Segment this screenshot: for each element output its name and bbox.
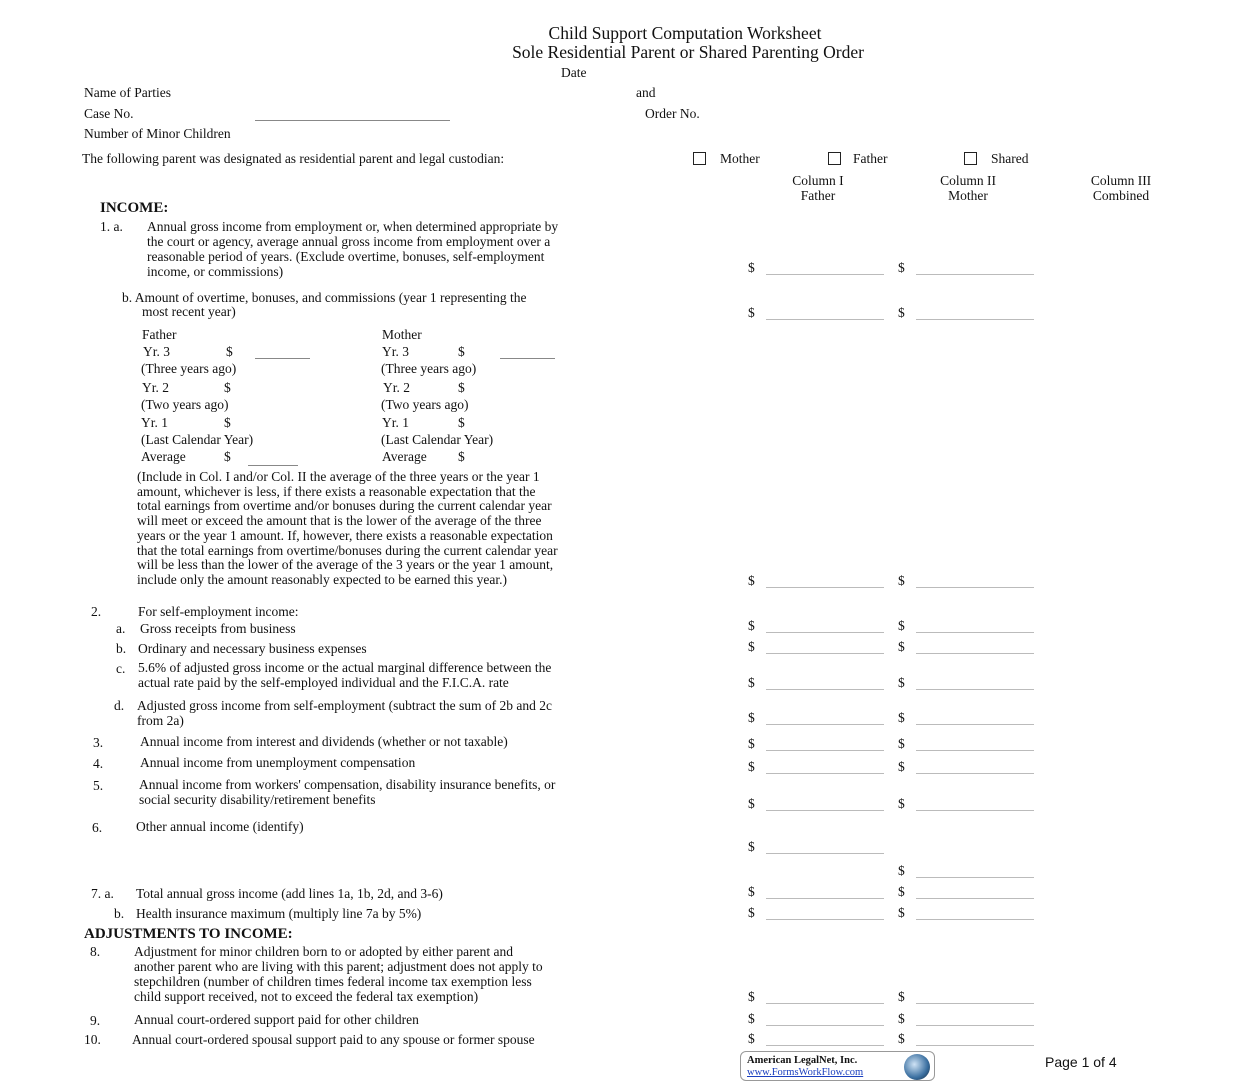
dollar-sign: $ [898, 573, 905, 588]
father-amount-field[interactable] [766, 653, 884, 654]
mother-amount-field[interactable] [916, 1025, 1034, 1026]
dollar-sign: $ [458, 380, 465, 395]
mother-label: Mother [382, 327, 422, 342]
dollar-sign: $ [898, 1011, 905, 1026]
father-amount-field[interactable] [766, 724, 884, 725]
dollar-sign: $ [748, 759, 755, 774]
page-title: Child Support Computation Worksheet [548, 23, 822, 43]
father-checkbox[interactable] [828, 152, 841, 165]
dollar-sign: $ [748, 736, 755, 751]
dollar-sign: $ [226, 344, 233, 359]
line-number: 3. [93, 735, 104, 750]
father-amount-field[interactable] [766, 853, 884, 854]
line-10-text: Annual court-ordered spousal support paid to any spouse or former spouse [132, 1032, 535, 1047]
mother-amount-field[interactable] [916, 773, 1034, 774]
yr2-label: Yr. 2 [142, 380, 169, 395]
dollar-sign: $ [748, 260, 755, 275]
yr1-note: (Last Calendar Year) [381, 432, 494, 447]
dollar-sign: $ [748, 796, 755, 811]
dollar-sign: $ [898, 675, 905, 690]
american-legalnet-logo[interactable] [740, 1051, 935, 1081]
logo-name: American LegalNet, Inc. [747, 1055, 858, 1066]
yr2-note: (Two years ago) [141, 397, 229, 412]
yr1-label: Yr. 1 [382, 415, 409, 430]
column-sub: Father [800, 188, 836, 203]
dollar-sign: $ [458, 344, 465, 359]
column-label: Column II [940, 173, 996, 188]
dollar-sign: $ [898, 989, 905, 1004]
yr3-label: Yr. 3 [382, 344, 409, 359]
average-label: Average [382, 449, 427, 464]
column-label: Column I [792, 173, 844, 188]
column-3-header [1091, 173, 1151, 203]
dollar-sign: $ [748, 710, 755, 725]
line-number: 4. [93, 756, 104, 771]
line-3-text: Annual income from interest and dividends (whether or not taxable) [140, 734, 508, 749]
line-number: 8. [90, 944, 101, 959]
dollar-sign: $ [748, 675, 755, 690]
father-amount-field[interactable] [766, 319, 884, 320]
dollar-sign: $ [898, 796, 905, 811]
line-number: b. [114, 906, 125, 921]
dollar-sign: $ [748, 905, 755, 920]
globe-icon [904, 1054, 930, 1080]
father-amount-field[interactable] [766, 1025, 884, 1026]
adjustments-heading: ADJUSTMENTS TO INCOME: [84, 926, 293, 942]
mother-amount-field[interactable] [916, 653, 1034, 654]
dollar-sign: $ [224, 449, 231, 464]
shared-checkbox[interactable] [964, 152, 977, 165]
line-6-text: Other annual income (identify) [136, 819, 304, 834]
line-number: c. [116, 661, 126, 676]
dollar-sign: $ [224, 415, 231, 430]
line-number: 7. a. [91, 886, 114, 901]
dollar-sign: $ [898, 305, 905, 320]
line-1b-text: b. Amount of overtime, bonuses, and commissions (year 1 representing the [122, 290, 527, 305]
line-2-text: For self-employment income: [138, 604, 299, 619]
line-1a-text: Annual gross income from employment or, when determined appropriate by the court or agency, average annual gross income from employment over a reasonable period of years. (Exclude overtime, bonuses, self-employment income, or commissions) [147, 219, 559, 279]
mother-amount-field[interactable] [916, 750, 1034, 751]
line-1b-text-2: most recent year) [142, 304, 236, 319]
line-number: d. [114, 698, 125, 713]
dollar-sign: $ [898, 884, 905, 899]
page-subtitle: Sole Residential Parent or Shared Parenting Order [512, 42, 864, 62]
yr2-label: Yr. 2 [383, 380, 410, 395]
dollar-sign: $ [898, 710, 905, 725]
line-number: 1. a. [100, 219, 123, 234]
mother-checkbox[interactable] [693, 152, 706, 165]
line-number: 10. [84, 1032, 101, 1047]
column-1-header [792, 173, 843, 203]
father-amount-field[interactable] [766, 919, 884, 920]
dollar-sign: $ [748, 573, 755, 588]
yr3-note: (Three years ago) [381, 361, 477, 376]
father-yr3-field[interactable] [255, 358, 310, 359]
mother-amount-field[interactable] [916, 1045, 1034, 1046]
dollar-sign: $ [898, 1031, 905, 1046]
dollar-sign: $ [748, 305, 755, 320]
dollar-sign: $ [748, 618, 755, 633]
page-number: Page 1 of 4 [1045, 1054, 1117, 1070]
dollar-sign: $ [898, 759, 905, 774]
case-label: Case No. [84, 106, 134, 121]
father-option: Father [853, 151, 888, 166]
line-number: b. [116, 641, 127, 656]
children-label: Number of Minor Children [84, 126, 231, 141]
father-amount-field[interactable] [766, 1045, 884, 1046]
dollar-sign: $ [458, 415, 465, 430]
line-7b-text: Health insurance maximum (multiply line 7a by 5%) [136, 906, 422, 921]
father-amount-field[interactable] [766, 773, 884, 774]
line-number: 9. [90, 1013, 101, 1028]
father-label: Father [142, 327, 177, 342]
mother-amount-field[interactable] [916, 689, 1034, 690]
date-label: Date [561, 65, 587, 80]
line-2d-text: Adjusted gross income from self-employment (subtract the sum of 2b and 2c from 2a) [137, 698, 553, 728]
dollar-sign: $ [898, 618, 905, 633]
dollar-sign: $ [748, 1031, 755, 1046]
line-number: 6. [92, 820, 103, 835]
logo-url[interactable]: www.FormsWorkFlow.com [747, 1067, 864, 1078]
dollar-sign: $ [748, 989, 755, 1004]
income-heading: INCOME: [100, 200, 169, 216]
father-amount-field[interactable] [766, 810, 884, 811]
custodian-label: The following parent was designated as residential parent and legal custodian: [82, 151, 505, 166]
line-7a-text: Total annual gross income (add lines 1a, 1b, 2d, and 3-6) [136, 886, 443, 901]
line-2a-text: Gross receipts from business [140, 621, 296, 636]
mother-amount-field[interactable] [916, 810, 1034, 811]
line-2c-text: 5.6% of adjusted gross income or the actual marginal difference between the actual rate paid by the self-employed individual and the F.I.C.A. rate [138, 660, 552, 690]
mother-amount-field[interactable] [916, 319, 1034, 320]
yr3-note: (Three years ago) [141, 361, 237, 376]
dollar-sign: $ [898, 863, 905, 878]
shared-option: Shared [991, 151, 1029, 166]
line-8-text: Adjustment for minor children born to or adopted by either parent and another parent who are living with this parent; adjustment does not apply to stepchildren (number of children times federal income tax exemption less child support received, not to exceed the federal tax exemption) [134, 944, 543, 1004]
mother-amount-field[interactable] [916, 587, 1034, 588]
dollar-sign: $ [748, 884, 755, 899]
dollar-sign: $ [458, 449, 465, 464]
father-amount-field[interactable] [766, 750, 884, 751]
mother-amount-field[interactable] [916, 1003, 1034, 1004]
yr2-note: (Two years ago) [381, 397, 469, 412]
overtime-note: (Include in Col. I and/or Col. II the average of the three years or the year 1 amount, whichever is less, if there exists a reasonable expectation that the total earnings from overtime and/or bonuses during the current calendar year will meet or exceed the amount that is the lower of the average of the three years or the year 1 amount. If, however, there exists a reasonable expectation that the total earnings from overtime/bonuses during the current calendar year will be less than the lower of the average of the 3 years or the year 1 amount, include only the amount reasonably expected to be earned this year.) [137, 469, 558, 587]
dollar-sign: $ [748, 1011, 755, 1026]
order-label: Order No. [645, 106, 700, 121]
line-4-text: Annual income from unemployment compensation [140, 755, 416, 770]
and-label: and [636, 85, 656, 100]
line-number: a. [116, 621, 126, 636]
mother-amount-field[interactable] [916, 274, 1034, 275]
dollar-sign: $ [898, 905, 905, 920]
father-amount-field[interactable] [766, 274, 884, 275]
column-2-header [940, 173, 996, 203]
dollar-sign: $ [748, 839, 755, 854]
father-amount-field[interactable] [766, 898, 884, 899]
line-9-text: Annual court-ordered support paid for other children [134, 1012, 419, 1027]
average-label: Average [141, 449, 186, 464]
dollar-sign: $ [898, 260, 905, 275]
dollar-sign: $ [898, 639, 905, 654]
mother-amount-field[interactable] [916, 632, 1034, 633]
father-amount-field[interactable] [766, 1003, 884, 1004]
column-sub: Mother [948, 188, 988, 203]
dollar-sign: $ [224, 380, 231, 395]
column-sub: Combined [1092, 188, 1150, 203]
column-label: Column III [1090, 173, 1152, 188]
line-2b-text: Ordinary and necessary business expenses [138, 641, 367, 656]
yr3-label: Yr. 3 [143, 344, 170, 359]
mother-option: Mother [720, 151, 760, 166]
dollar-sign: $ [898, 736, 905, 751]
line-5-text: Annual income from workers' compensation, disability insurance benefits, or social security disability/retirement benefits [139, 777, 556, 807]
mother-amount-field[interactable] [916, 898, 1034, 899]
father-amount-field[interactable] [766, 587, 884, 588]
yr1-label: Yr. 1 [141, 415, 168, 430]
mother-yr3-field[interactable] [500, 358, 555, 359]
father-average-field[interactable] [248, 465, 298, 466]
mother-amount-field[interactable] [916, 877, 1034, 878]
father-amount-field[interactable] [766, 689, 884, 690]
mother-amount-field[interactable] [916, 724, 1034, 725]
yr1-note: (Last Calendar Year) [141, 432, 254, 447]
case-field[interactable] [255, 120, 450, 121]
line-number: 2. [91, 604, 102, 619]
mother-amount-field[interactable] [916, 919, 1034, 920]
father-amount-field[interactable] [766, 632, 884, 633]
dollar-sign: $ [748, 639, 755, 654]
parties-label: Name of Parties [84, 85, 171, 100]
line-number: 5. [93, 778, 104, 793]
